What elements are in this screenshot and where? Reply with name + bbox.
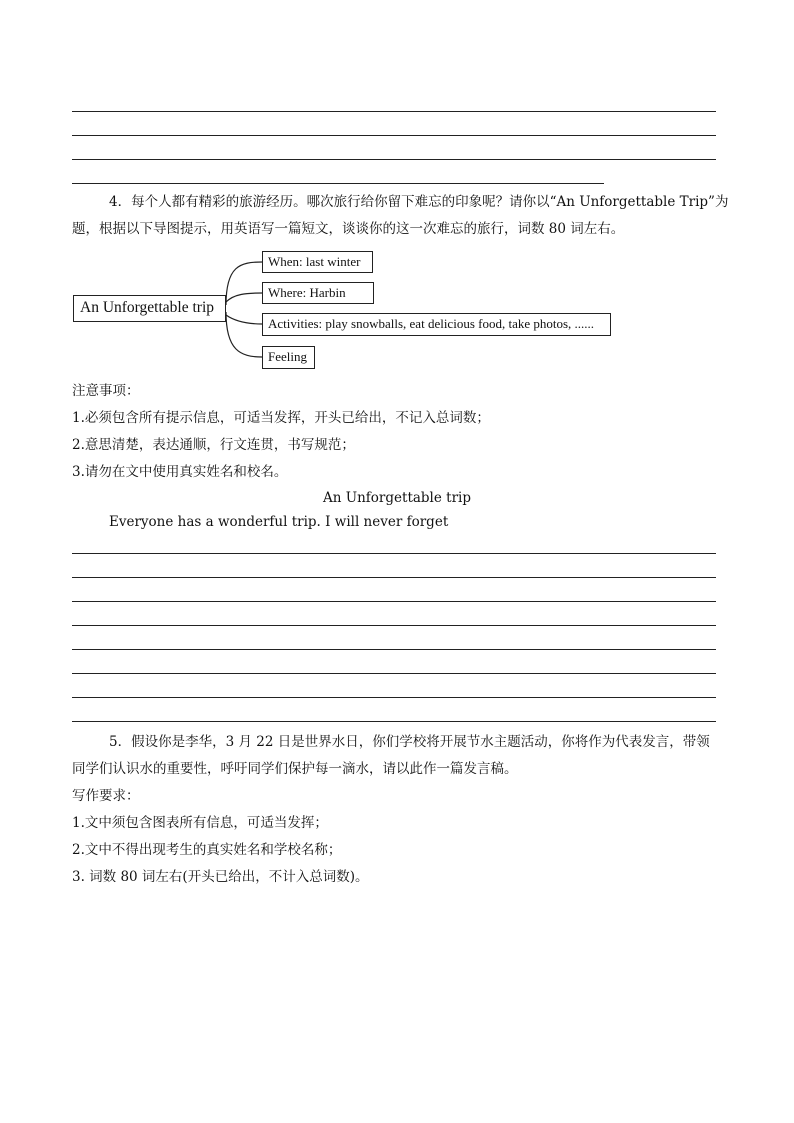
q5-prompt-line2: 同学们认识水的重要性，呼吁同学们保护每一滴水，请以此作一篇发言稿。 (72, 761, 518, 777)
essay-start: Everyone has a wonderful trip. I will never forget (109, 514, 449, 530)
answer-line (72, 721, 716, 722)
requirements-title: 写作要求： (72, 788, 140, 804)
q4-prompt-line1: 4．每个人都有精彩的旅游经历。哪次旅行给你留下难忘的印象呢？请你以“An Unforgettable Trip”为 (109, 194, 729, 210)
note-2: 2.意思清楚，表达通顺，行文连贯，书写规范； (72, 437, 355, 453)
requirement-1: 1.文中须包含图表所有信息，可适当发挥； (72, 815, 328, 831)
mind-map-activities: Activities: play snowballs, eat delicious food, take photos, ...... (262, 313, 611, 336)
answer-line (72, 601, 716, 602)
mind-map-where: Where: Harbin (262, 282, 374, 304)
note-3: 3.请勿在文中使用真实姓名和校名。 (72, 464, 288, 480)
answer-line (72, 553, 716, 554)
essay-title: An Unforgettable trip (323, 490, 471, 506)
requirement-3: 3. 词数 80 词左右(开头已给出，不计入总词数)。 (72, 869, 369, 885)
answer-line (72, 577, 716, 578)
mind-map-connectors (0, 0, 794, 400)
note-1: 1.必须包含所有提示信息，可适当发挥，开头已给出，不记入总词数； (72, 410, 490, 426)
mind-map-feeling: Feeling (262, 346, 315, 369)
mind-map-center: An Unforgettable trip (73, 295, 226, 322)
answer-line (72, 673, 716, 674)
q5-prompt-line1: 5．假设你是李华，3 月 22 日是世界水日，你们学校将开展节水主题活动，你将作为代表发言，带领 (109, 734, 710, 750)
answer-line (72, 649, 716, 650)
q4-prompt-line2: 题，根据以下导图提示，用英语写一篇短文，谈谈你的这一次难忘的旅行，词数 80 词左右。 (72, 221, 625, 237)
mind-map-when: When: last winter (262, 251, 373, 273)
answer-line (72, 697, 716, 698)
requirement-2: 2.文中不得出现考生的真实姓名和学校名称； (72, 842, 342, 858)
notes-title: 注意事项： (72, 383, 140, 399)
answer-line (72, 625, 716, 626)
